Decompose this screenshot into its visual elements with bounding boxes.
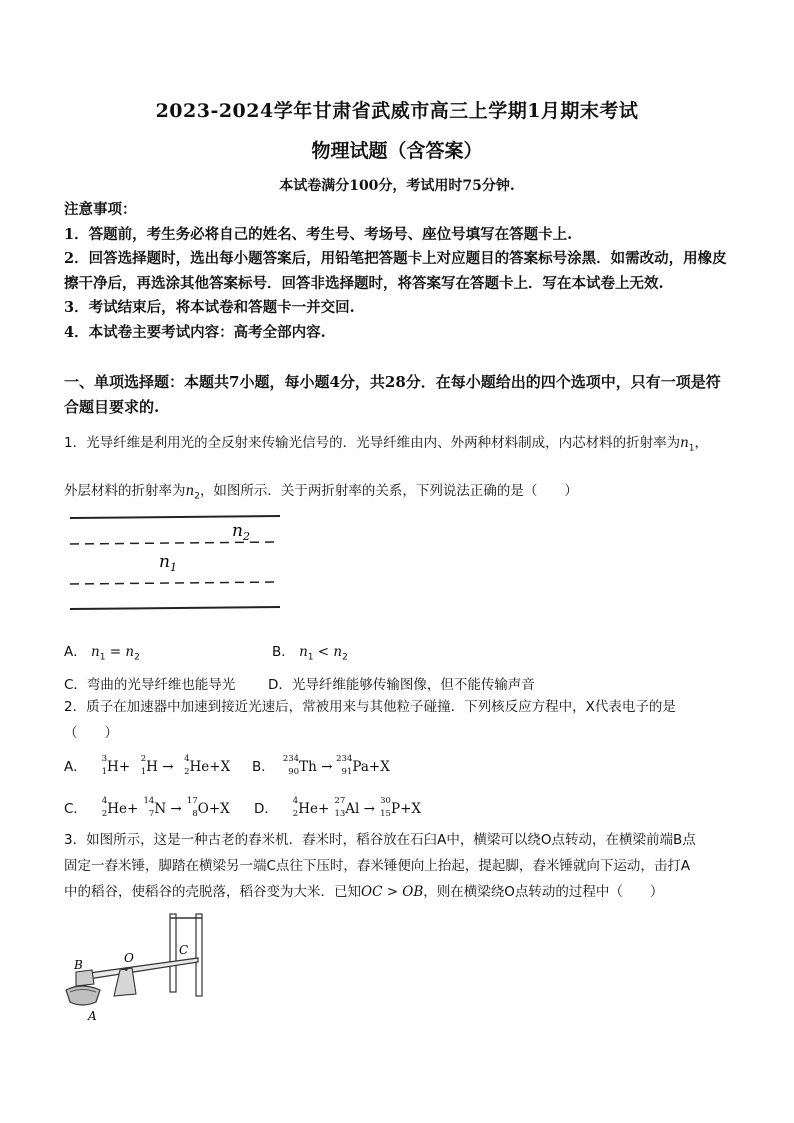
q2-option-c[interactable]: C． 4 2 He+ 14 7 N → 17 8 O+X [64,795,230,819]
exam-subtitle: 物理试题（含答案） [311,140,483,162]
q2-option-b[interactable]: B． 234 90 Th → 234 91 Pa+X [252,753,390,777]
q3-line1: 3．如图所示，这是一种古老的舂米机．舂米时，稻谷放在石臼A中，横梁可以绕O点转动，在横梁前端B点 [64,832,696,848]
note-item: 4．本试卷主要考试内容：高考全部内容. [64,323,326,341]
fiber-core-bottom-line [70,582,280,584]
q2-option-d[interactable]: D． 4 2 He+ 27 13 Al → 30 15 P+X [254,795,421,819]
hammer-head [76,970,94,986]
q2-stem: 2．质子在加速器中加速到接近光速后，常被用来与其他粒子碰撞．下列核反应方程中，X代表电子的是 [64,699,676,715]
right-post [196,914,202,996]
left-post [170,914,176,992]
pivot-point [124,967,128,971]
question-3-stem [64,827,734,905]
exam-info: 本试卷满分100分，考试用时75分钟. [279,178,515,194]
q1-line2a: 外层材料的折射率为 [64,482,186,499]
q3-line2: 固定一舂米锤，脚踏在横梁另一端C点往下压时，舂米锤便向上抬起，提起脚，舂米锤就向下运动，击打A [64,858,691,874]
fiber-outer-top-line [70,516,280,518]
note-item: 1．答题前，考生务必将自己的姓名、考生号、考场号、座位号填写在答题卡上. [64,225,573,243]
rice-pounding-machine-figure [62,910,222,1025]
question-2-stem [64,694,734,746]
notes-heading: 注意事项： [64,201,137,218]
section-heading: 一、单项选择题：本题共7小题，每小题4分，共28分．在每小题给出的四个选项中，只有一项是符合题目要求的. [64,373,721,416]
note-item: 3．考试结束后，将本试卷和答题卡一并交回. [64,299,355,316]
q2-option-a[interactable]: A． 3 1 H+ 2 1 H → 4 2 He+X [64,753,231,777]
q3-relation: OC > OB [361,884,424,900]
fiber-label-n1: $n_1$ [159,552,177,574]
lever-beam [82,958,198,980]
q1-option-b[interactable]: B． $n_1 < n_2$ [272,644,348,663]
q1-line2b: ，如图所示．关于两折射率的关系，下列说法正确的是（ ） [199,482,578,499]
label-b: B [74,958,83,972]
label-o: O [124,951,134,965]
notes-block [64,198,734,345]
fiber-label-n2: $n_2$ [232,521,250,543]
q1-line1: 1．光导纤维是利用光的全反射来传输光信号的．光导纤维由内、外两种材料制成，内芯材料的折射率为 [64,435,681,451]
optical-fiber-figure [66,510,286,615]
q1-option-c[interactable]: C．弯曲的光导纤维也能导光 [64,677,236,693]
question-1-stem: 1．光导纤维是利用光的全反射来传输光信号的．光导纤维由内、外两种材料制成，内芯材料的折射率为$n_1$， 外层材料的折射率为$n_2$，如图所示．关于两折射率的关系，下列说法正确的是（ ） [64,435,709,502]
note-item: 2．回答选择题时，选出每小题答案后，用铅笔把答题卡上对应题目的答案标号涂黑．如需改动，用橡皮擦干净后，再选涂其他答案标号．回答非选择题时，将答案写在答题卡上．写在本试卷上无效. [64,250,727,292]
q1-option-a[interactable]: A． $n_1 = n_2$ [64,644,140,663]
q1-option-d[interactable]: D．光导纤维能够传输图像，但不能传输声音 [268,677,535,693]
q2-paren: （ ） [64,725,118,741]
q3-line3a: 中的稻谷，使稻谷的壳脱落，稻谷变为大米．已知 [64,884,361,900]
q3-line3b: ，则在横梁绕O点转动的过程中（ ） [423,884,664,900]
label-c: C [179,943,189,957]
exam-title: 2023-2024学年甘肃省武威市高三上学期1月期末考试 [155,100,639,122]
fiber-outer-bottom-line [70,607,280,609]
mortar [66,986,100,1005]
label-a: A [88,1009,97,1023]
